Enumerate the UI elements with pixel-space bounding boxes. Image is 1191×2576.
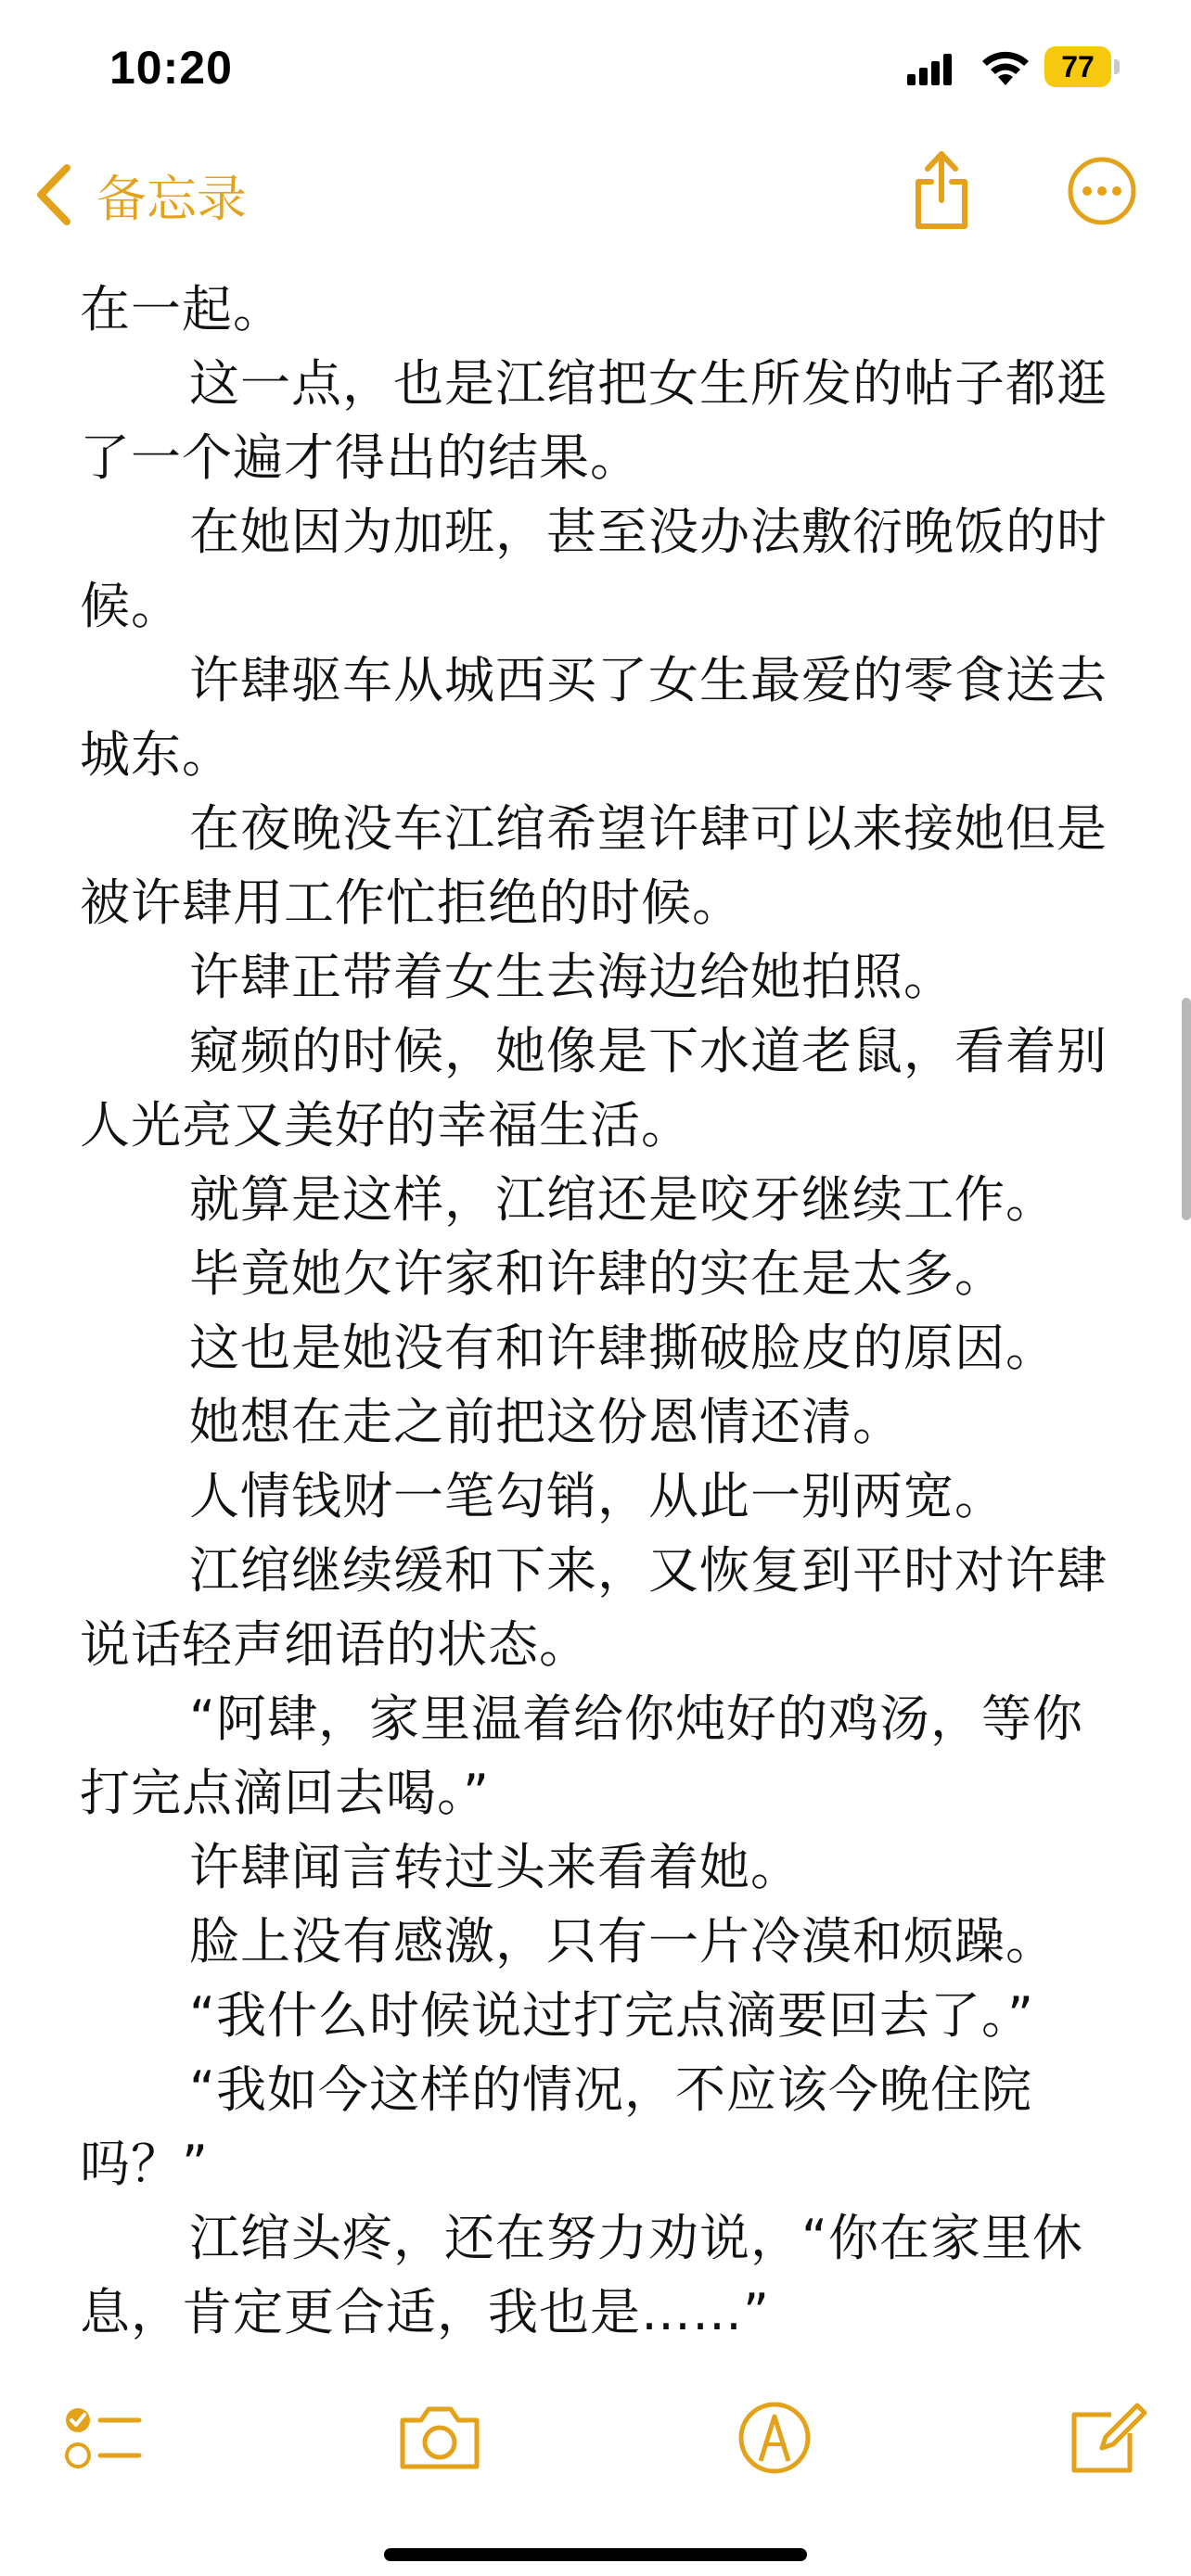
note-paragraph: 江绾头疼，还在努力劝说，“你在家里休息，肯定更合适，我也是……”	[80, 2209, 1083, 2341]
note-paragraph: 就算是这样，江绾还是咬牙继续工作。	[189, 1170, 1057, 1229]
battery-cap	[1114, 59, 1120, 74]
note-paragraph: “我什么时候说过打完点滴要回去了。”	[189, 1986, 1034, 2045]
scroll-indicator[interactable]	[1182, 998, 1191, 1220]
battery-level: 77	[1061, 50, 1095, 83]
checklist-icon[interactable]	[61, 2396, 145, 2480]
note-paragraph: 她想在走之前把这份恩情还清。	[189, 1393, 903, 1451]
battery-indicator	[1044, 46, 1119, 87]
note-paragraph: “我如今这样的情况，不应该今晚住院吗？”	[80, 2060, 1032, 2193]
home-indicator[interactable]	[384, 2548, 807, 2561]
note-paragraph: 脸上没有感激，只有一片冷漠和烦躁。	[189, 1912, 1057, 1970]
note-paragraph: 许肆闻言转过头来看着她。	[189, 1838, 801, 1896]
note-paragraph: 在夜晚没车江绾希望许肆可以来接她但是被许肆用工作忙拒绝的时候。	[80, 799, 1108, 932]
note-paragraph: 许肆驱车从城西买了女生最爱的零食送去城东。	[80, 651, 1108, 784]
status-time: 10:20	[109, 42, 233, 94]
note-paragraph: “阿肆，家里温着给你炖好的鸡汤，等你打完点滴回去喝。”	[80, 1690, 1083, 1822]
compose-icon[interactable]	[1065, 2396, 1148, 2480]
note-paragraph: 在一起。	[80, 280, 284, 338]
camera-icon[interactable]	[393, 2396, 486, 2480]
status-bar	[0, 0, 1191, 139]
chevron-left-icon	[33, 162, 74, 227]
note-paragraph: 在她因为加班，甚至没办法敷衍晚饭的时候。	[80, 503, 1108, 635]
back-label: 备忘录	[96, 169, 247, 228]
markup-icon[interactable]	[733, 2396, 816, 2480]
wifi-icon	[980, 48, 1031, 87]
note-paragraph: 人情钱财一笔勾销，从此一别两宽。	[189, 1467, 1005, 1525]
cellular-signal-icon	[907, 54, 954, 85]
note-paragraph: 这也是她没有和许肆撕破脸皮的原因。	[189, 1319, 1057, 1377]
note-paragraph: 窥频的时候，她像是下水道老鼠，看着别人光亮又美好的幸福生活。	[80, 1022, 1108, 1154]
note-content[interactable]	[0, 250, 1191, 2365]
note-paragraph: 许肆正带着女生去海边给她拍照。	[189, 948, 954, 1006]
back-button[interactable]	[33, 158, 247, 232]
navigation-bar	[0, 139, 1191, 250]
more-icon[interactable]	[1067, 156, 1137, 226]
bottom-toolbar	[0, 2374, 1191, 2494]
share-icon[interactable]	[909, 148, 974, 232]
note-paragraph: 江绾继续缓和下来，又恢复到平时对许肆说话轻声细语的状态。	[80, 1541, 1108, 1674]
note-paragraph: 这一点，也是江绾把女生所发的帖子都逛了一个遍才得出的结果。	[80, 354, 1108, 487]
note-paragraph: 毕竟她欠许家和许肆的实在是太多。	[189, 1244, 1005, 1303]
